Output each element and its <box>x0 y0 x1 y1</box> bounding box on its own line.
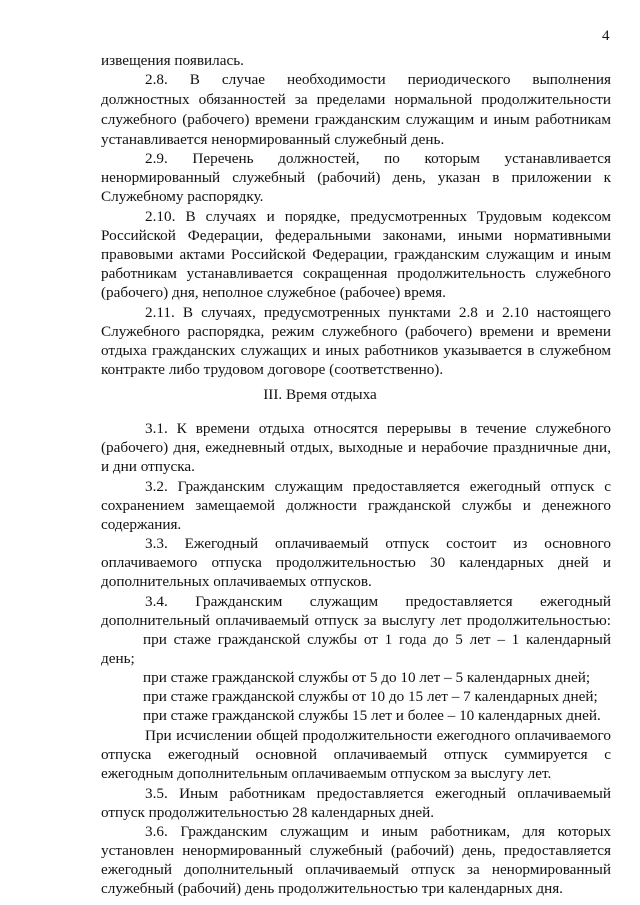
text-line: (рабочего) дня, ежедневный отдых, выходные и нерабочие праздничные дни, <box>101 439 611 456</box>
text-line: 3.4. Гражданским служащим предоставляется ежегодный <box>145 593 611 610</box>
text-line: При исчислении общей продолжительности ежегодного оплачиваемого <box>145 727 611 744</box>
text-line: отдыха гражданских служащих и иных работников указывается в служебном <box>101 342 611 359</box>
text-line: установлен ненормированный служебный (рабочий) день, предоставляется <box>101 842 611 859</box>
text-line: Российской Федерации, федеральными законами, иными нормативными <box>101 227 611 244</box>
text-line: отпуска ежегодный основной оплачиваемый отпуск суммируется с <box>101 746 611 763</box>
section-heading: III. Время отдыха <box>263 386 377 403</box>
text-line: Служебному распорядку. <box>101 188 264 205</box>
text-line: содержания. <box>101 516 182 533</box>
text-line: оплачиваемого отпуска продолжительностью 30 календарных дней и <box>101 554 611 571</box>
text-line: 3.2. Гражданским служащим предоставляется ежегодный отпуск с <box>145 478 611 495</box>
text-line: 2.10. В случаях и порядке, предусмотренных Трудовым кодексом <box>145 208 611 225</box>
text-line: 2.9. Перечень должностей, по которым устанавливается <box>145 150 611 167</box>
text-line: при стаже гражданской службы от 1 года до 5 лет – 1 календарный <box>143 631 611 648</box>
text-line: должностных обязанностей за пределами нормальной продолжительности <box>101 91 611 108</box>
text-line: служебный (рабочий) день продолжительностью три календарных дня. <box>101 880 563 897</box>
text-line: ежегодным дополнительным оплачиваемым отпуском за выслугу лет. <box>101 765 552 782</box>
text-line: 3.6. Гражданским служащим и иным работникам, для которых <box>145 823 611 840</box>
text-line: (рабочего) дня, неполное служебное (рабочее) время. <box>101 284 446 301</box>
text-line: Служебного распорядка, режим служебного (рабочего) времени и времени <box>101 323 611 340</box>
text-line: извещения появилась. <box>101 52 244 69</box>
text-line: правовыми актами Российской Федерации, гражданским служащим и иным <box>101 246 611 263</box>
text-line: дополнительных оплачиваемых отпусков. <box>101 573 372 590</box>
text-line: сохранением замещаемой должности гражданской службы и денежного <box>101 497 611 514</box>
text-line: устанавливается ненормированный служебный день. <box>101 131 445 148</box>
text-line: 3.3. Ежегодный оплачиваемый отпуск состоит из основного <box>145 535 611 552</box>
page-number: 4 <box>602 28 610 44</box>
text-line: ненормированный служебный (рабочий) день, указан в приложении к <box>101 169 611 186</box>
text-line: работникам устанавливается сокращенная продолжительность служебного <box>101 265 611 282</box>
text-line: 2.11. В случаях, предусмотренных пунктами 2.8 и 2.10 настоящего <box>145 304 611 321</box>
text-line: день; <box>101 650 135 667</box>
text-line: и дни отпуска. <box>101 458 195 475</box>
text-line: контракте либо трудовом договоре (соответственно). <box>101 361 444 378</box>
text-line: при стаже гражданской службы 15 лет и более – 10 календарных дней. <box>143 707 601 724</box>
text-line: дополнительный оплачиваемый отпуск за выслугу лет продолжительностью: <box>101 612 611 629</box>
text-line: при стаже гражданской службы от 10 до 15 лет – 7 календарных дней; <box>143 688 598 705</box>
text-line: 2.8. В случае необходимости периодического выполнения <box>145 71 611 88</box>
text-line: 3.1. К времени отдыха относятся перерывы в течение служебного <box>145 420 611 437</box>
text-line: при стаже гражданской службы от 5 до 10 лет – 5 календарных дней; <box>143 669 591 686</box>
text-line: ежегодный дополнительный оплачиваемый отпуск за ненормированный <box>101 861 611 878</box>
text-line: отпуск продолжительностью 28 календарных дней. <box>101 804 435 821</box>
text-line: 3.5. Иным работникам предоставляется ежегодный оплачиваемый <box>145 785 611 802</box>
text-line: служебного (рабочего) времени гражданским служащим и иным работникам <box>101 111 611 128</box>
